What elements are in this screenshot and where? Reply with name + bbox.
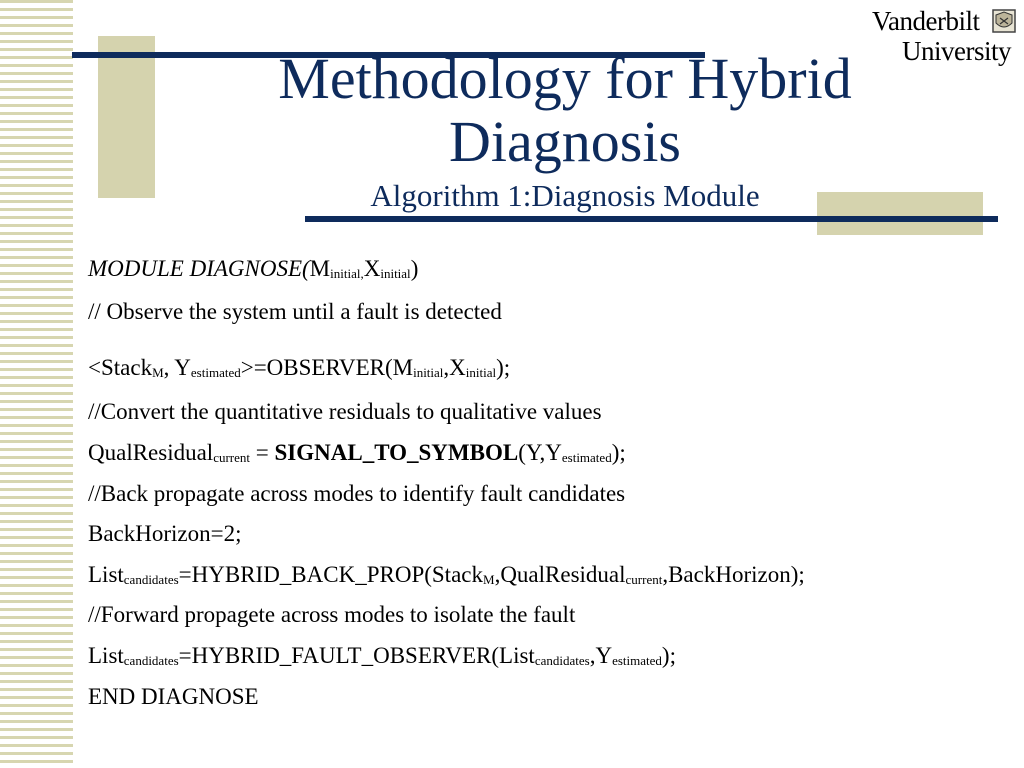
- sub: current: [213, 450, 251, 465]
- crest-icon: [992, 9, 1016, 33]
- seg: QualResidual: [88, 440, 214, 465]
- bottom-rule: [305, 216, 998, 222]
- sub: candidates: [123, 572, 179, 587]
- seg: , Y: [163, 355, 191, 380]
- sub: estimated: [190, 365, 241, 380]
- code-line-module: [88, 257, 418, 280]
- sub: current: [625, 572, 663, 587]
- seg: ,QualResidual: [494, 562, 626, 587]
- title-line-1: Methodology for Hybrid: [278, 46, 852, 111]
- sub: estimated: [612, 653, 662, 668]
- close-paren: ): [410, 256, 419, 281]
- seg: );: [496, 355, 511, 380]
- olive-block-top-left: [98, 36, 155, 198]
- seg: =HYBRID_BACK_PROP(Stack: [178, 562, 483, 587]
- param-x-sub: initial: [380, 266, 411, 281]
- seg: );: [611, 440, 626, 465]
- param-m: M: [309, 256, 331, 281]
- seg: <Stack: [88, 355, 153, 380]
- code-line-horizon: BackHorizon=2;: [88, 521, 242, 546]
- param-m-sub: initial,: [330, 266, 364, 281]
- seg: >=OBSERVER(M: [240, 355, 414, 380]
- logo-line-1: Vanderbilt: [872, 6, 980, 36]
- code-line-back-prop: [88, 563, 805, 586]
- seg: List: [88, 643, 124, 668]
- seg: );: [661, 643, 676, 668]
- code-comment-convert: //Convert the quantitative residuals to qualitative values: [88, 399, 602, 424]
- sub: candidates: [123, 653, 179, 668]
- code-line-signal: [88, 441, 626, 464]
- code-line-observer: [88, 356, 510, 379]
- logo-line-2: University: [902, 36, 1011, 66]
- sub: M: [483, 572, 495, 587]
- code-line-fault-observer: [88, 644, 676, 667]
- code-comment-forward: //Forward propagete across modes to isolate the fault: [88, 602, 576, 627]
- striped-side-bar: [0, 0, 73, 768]
- sub: initial: [465, 365, 497, 380]
- sub: M: [152, 365, 164, 380]
- function-name: SIGNAL_TO_SYMBOL: [274, 440, 519, 465]
- seg: ,BackHorizon);: [662, 562, 805, 587]
- seg: List: [88, 562, 124, 587]
- sub: estimated: [561, 450, 612, 465]
- seg: (Y,Y: [518, 440, 562, 465]
- seg: ,Y: [589, 643, 613, 668]
- subtitle: Algorithm 1:Diagnosis Module: [370, 178, 760, 213]
- sub: candidates: [534, 653, 590, 668]
- code-comment-back: //Back propagate across modes to identify fault candidates: [88, 481, 626, 506]
- code-line-end: END DIAGNOSE: [88, 684, 259, 709]
- seg: =HYBRID_FAULT_OBSERVER(List: [178, 643, 535, 668]
- module-keyword: MODULE DIAGNOSE(: [88, 256, 310, 281]
- seg: =: [250, 440, 275, 465]
- title-line-2: Diagnosis: [449, 109, 681, 174]
- code-comment-observe: // Observe the system until a fault is detected: [88, 299, 502, 324]
- seg: ,X: [443, 355, 466, 380]
- sub: initial: [413, 365, 444, 380]
- param-x: X: [363, 256, 381, 281]
